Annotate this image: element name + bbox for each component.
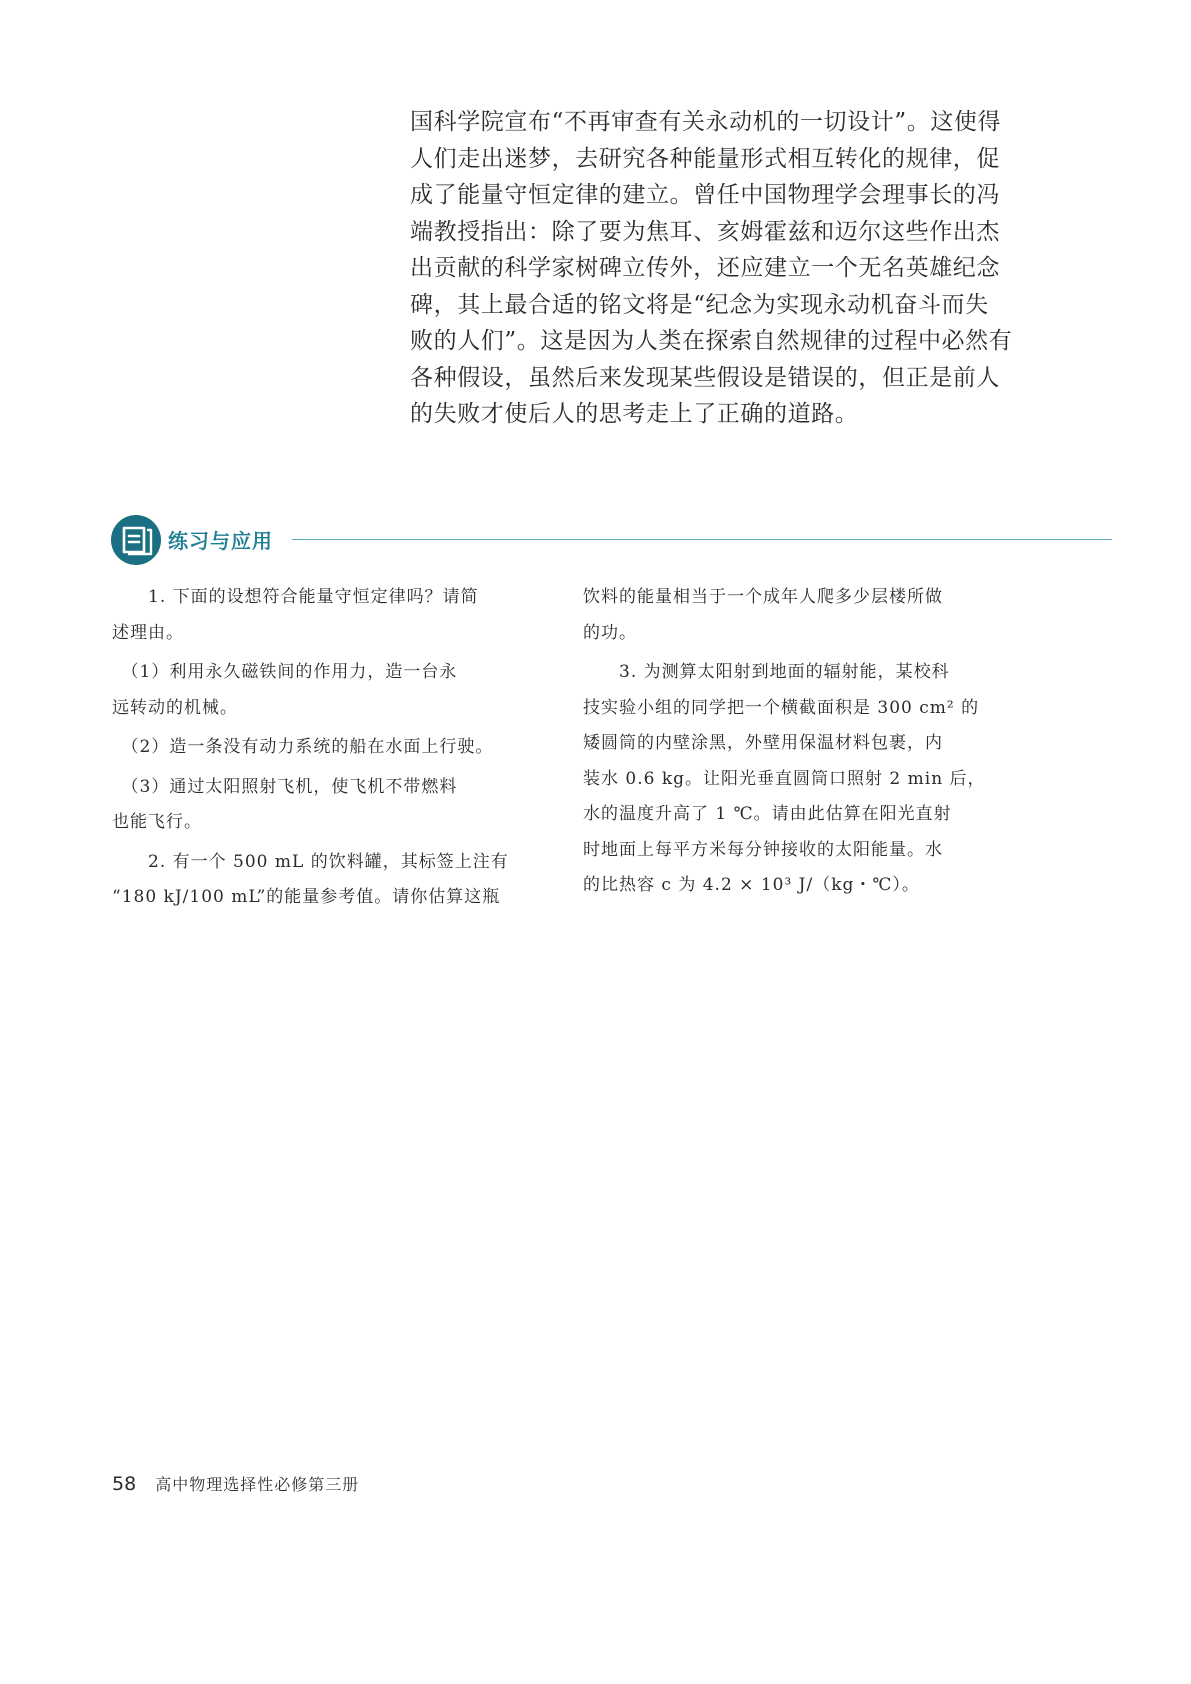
section-header (110, 514, 1112, 566)
exercise-line: “180 kJ/100 mL”的能量参考值。请你估算这瓶 (112, 887, 501, 907)
passage-line: 成了能量守恒定律的建立。曾任中国物理学会理事长的冯 (410, 182, 1000, 208)
passage (410, 104, 1013, 433)
passage-line: 端教授指出：除了要为焦耳、亥姆霍兹和迈尔这些作出杰 (410, 218, 1000, 245)
page-number: 58 (112, 1473, 137, 1495)
exercise-line: （2）造一条没有动力系统的船在水面上行驶。 (112, 737, 494, 757)
exercise-line: 远转动的机械。 (112, 697, 238, 718)
exercises-left-column (112, 580, 524, 916)
exercise-line: 2. 有一个 500 mL 的饮料罐，其标签上注有 (112, 851, 509, 872)
exercise-line: 装水 0.6 kg。让阳光垂直圆筒口照射 2 min 后， (583, 768, 986, 789)
exercise-line: （3）通过太阳照射飞机，使飞机不带燃料 (112, 776, 458, 797)
exercise-line: 3. 为测算太阳射到地面的辐射能，某校科 (583, 662, 950, 682)
page-footer (112, 1472, 359, 1495)
exercise-line: 的功。 (583, 622, 637, 643)
exercise-book-icon (110, 514, 162, 566)
exercise-line: （1）利用永久磁铁间的作用力，造一台永 (112, 662, 458, 682)
exercise-line: 述理由。 (112, 622, 184, 643)
exercise-line: 时地面上每平方米每分钟接收的太阳能量。水 (583, 839, 943, 860)
passage-line: 碑，其上最合适的铭文将是“纪念为实现永动机奋斗而失 (410, 291, 989, 318)
passage-line: 出贡献的科学家树碑立传外，还应建立一个无名英雄纪念 (410, 255, 1000, 281)
exercise-line: 1. 下面的设想符合能量守恒定律吗？请简 (112, 587, 479, 607)
passage-line: 败的人们”。这是因为人类在探索自然规律的过程中必然有 (410, 328, 1013, 354)
book-title: 高中物理选择性必修第三册 (155, 1475, 360, 1494)
section-divider (292, 539, 1112, 540)
exercise-line: 技实验小组的同学把一个横截面积是 300 cm² 的 (583, 697, 980, 718)
section-title: 练习与应用 (168, 529, 273, 553)
exercise-line: 也能飞行。 (112, 812, 202, 832)
exercise-line: 水的温度升高了 1 ℃。请由此估算在阳光直射 (583, 804, 952, 824)
passage-line: 各种假设，虽然后来发现某些假设是错误的，但正是前人 (410, 364, 1000, 391)
exercise-line: 饮料的能量相当于一个成年人爬多少层楼所做 (583, 587, 943, 607)
exercise-line: 矮圆筒的内壁涂黑，外壁用保温材料包裹，内 (583, 733, 943, 753)
exercise-line: 的比热容 c 为 4.2 × 10³ J/（kg・℃）。 (583, 875, 920, 895)
passage-line: 国科学院宣布“不再审查有关永动机的一切设计”。这使得 (410, 109, 1002, 135)
passage-line: 人们走出迷梦，去研究各种能量形式相互转化的规律，促 (410, 145, 1000, 172)
passage-line: 的失败才使后人的思考走上了正确的道路。 (410, 401, 859, 427)
exercises-right-column (583, 580, 986, 904)
